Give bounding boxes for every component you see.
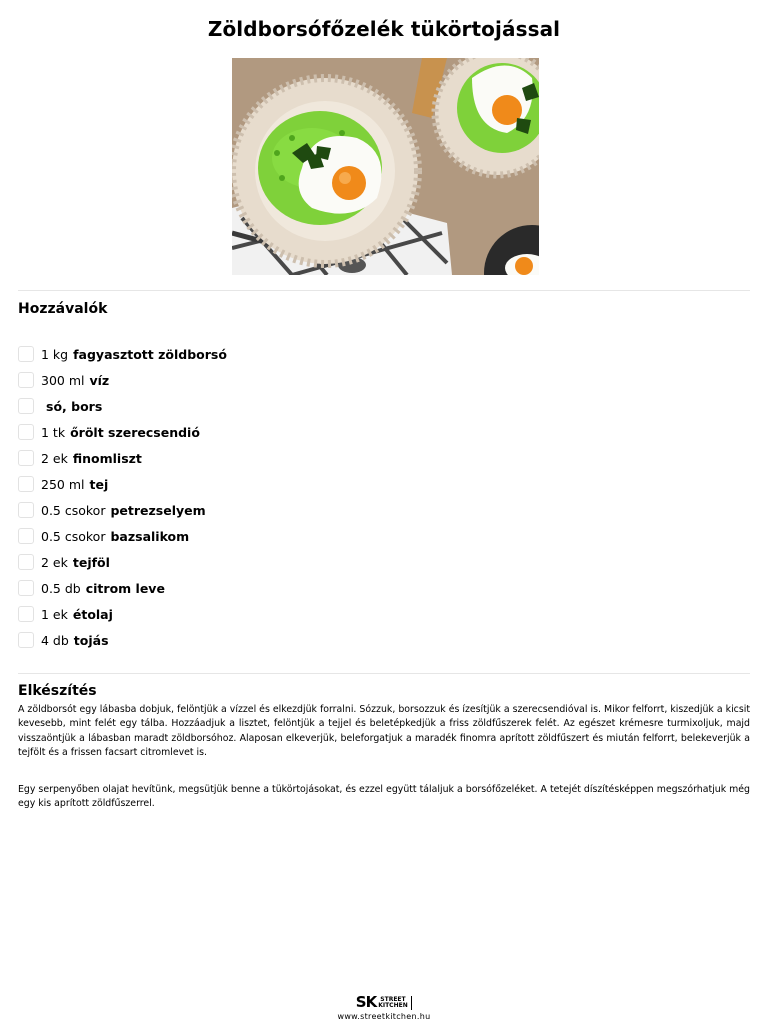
ingredient-quantity: 1 ek — [41, 606, 68, 622]
steps-heading: Elkészítés — [18, 683, 97, 699]
step-paragraph: A zöldborsót egy lábasba dobjuk, felöntjük a vízzel és elkezdjük forralni. Sózzuk, borsozzuk és ízesítjük a szerecsendióval is. Mikor felforrt, kiszedjük a kicsit kevesebb, mint felét egy tálba. Hozzáadjuk a lisztet, felöntjük a tejjel és beletépkedjük a friss zöldfűszerek felét. Az egészet krémesre turmixoljuk, majd visszaöntjük a lábasban maradt zöldborsóhoz. Alaposan elkeverjük, beleforgatjuk a maradék finomra aprított zöldfűszert és miután felforrt, belekeverjük a tejfölt és a frissen facsart citromlevet is. — [18, 704, 750, 758]
ingredient-item — [18, 549, 227, 575]
ingredient-name: citrom leve — [85, 580, 165, 596]
divider-ingredients — [18, 290, 750, 291]
ingredient-item — [18, 367, 227, 393]
ingredient-name: tej — [89, 476, 109, 492]
ingredient-checkbox[interactable] — [18, 502, 34, 518]
ingredient-quantity: 2 ek — [41, 450, 68, 466]
ingredient-checkbox[interactable] — [18, 606, 34, 622]
ingredient-name: bazsalikom — [110, 528, 190, 544]
ingredient-item — [18, 419, 227, 445]
ingredients-list — [18, 341, 227, 653]
ingredient-checkbox[interactable] — [18, 424, 34, 440]
ingredient-checkbox[interactable] — [18, 632, 34, 648]
ingredient-quantity: 0.5 csokor — [41, 502, 106, 518]
ingredient-name: tojás — [73, 632, 109, 648]
ingredient-quantity: 1 kg — [41, 346, 69, 362]
ingredient-checkbox[interactable] — [18, 528, 34, 544]
ingredient-quantity: 0.5 db — [41, 580, 81, 596]
ingredients-heading: Hozzávalók — [18, 301, 108, 317]
ingredient-item — [18, 341, 227, 367]
ingredient-name: só, bors — [46, 398, 103, 414]
recipe-title: Zöldborsófőzelék tükörtojással — [207, 17, 561, 41]
recipe-photo-illustration — [232, 58, 539, 275]
logo-word-street: STREET — [380, 995, 406, 1003]
ingredient-checkbox[interactable] — [18, 580, 34, 596]
footer — [0, 992, 768, 1021]
footer-url[interactable]: www.streetkitchen.hu — [337, 1011, 431, 1021]
streetkitchen-logo — [356, 994, 412, 1012]
step-paragraph: Egy serpenyőben olajat hevítünk, megsütjük benne a tükörtojásokat, és ezzel együtt tálaljuk a borsófőzeléket. A tetejét díszítésképpen megszórhatjuk még egy kis aprított zöldfűszerrel. — [18, 784, 750, 810]
ingredient-checkbox[interactable] — [18, 476, 34, 492]
ingredient-name: petrezselyem — [110, 502, 206, 518]
ingredient-item — [18, 445, 227, 471]
ingredient-item — [18, 497, 227, 523]
ingredient-checkbox[interactable] — [18, 372, 34, 388]
ingredient-item — [18, 393, 227, 419]
ingredient-name: víz — [89, 372, 110, 388]
ingredient-quantity: 0.5 csokor — [41, 528, 106, 544]
ingredient-name: étolaj — [72, 606, 113, 622]
ingredient-quantity: 2 ek — [41, 554, 68, 570]
ingredient-quantity: 250 ml — [41, 476, 85, 492]
ingredient-checkbox[interactable] — [18, 398, 34, 414]
ingredient-checkbox[interactable] — [18, 346, 34, 362]
divider-steps — [18, 673, 750, 674]
ingredient-name: őrölt szerecsendió — [70, 424, 200, 440]
ingredient-checkbox[interactable] — [18, 450, 34, 466]
ingredient-item — [18, 523, 227, 549]
ingredient-name: tejföl — [72, 554, 110, 570]
ingredient-quantity: 4 db — [41, 632, 69, 648]
logo-letters: SK — [355, 993, 377, 1011]
ingredient-quantity: 300 ml — [41, 372, 85, 388]
ingredient-name: finomliszt — [72, 450, 142, 466]
ingredient-item — [18, 627, 227, 653]
ingredient-checkbox[interactable] — [18, 554, 34, 570]
ingredient-quantity: 1 tk — [41, 424, 66, 440]
steps-text — [18, 703, 750, 835]
ingredient-item — [18, 471, 227, 497]
logo-bar — [411, 996, 413, 1010]
recipe-photo — [232, 58, 539, 275]
ingredient-item — [18, 601, 227, 627]
ingredient-name: fagyasztott zöldborsó — [73, 346, 227, 362]
ingredient-item — [18, 575, 227, 601]
logo-word-kitchen: KITCHEN — [378, 1001, 408, 1009]
